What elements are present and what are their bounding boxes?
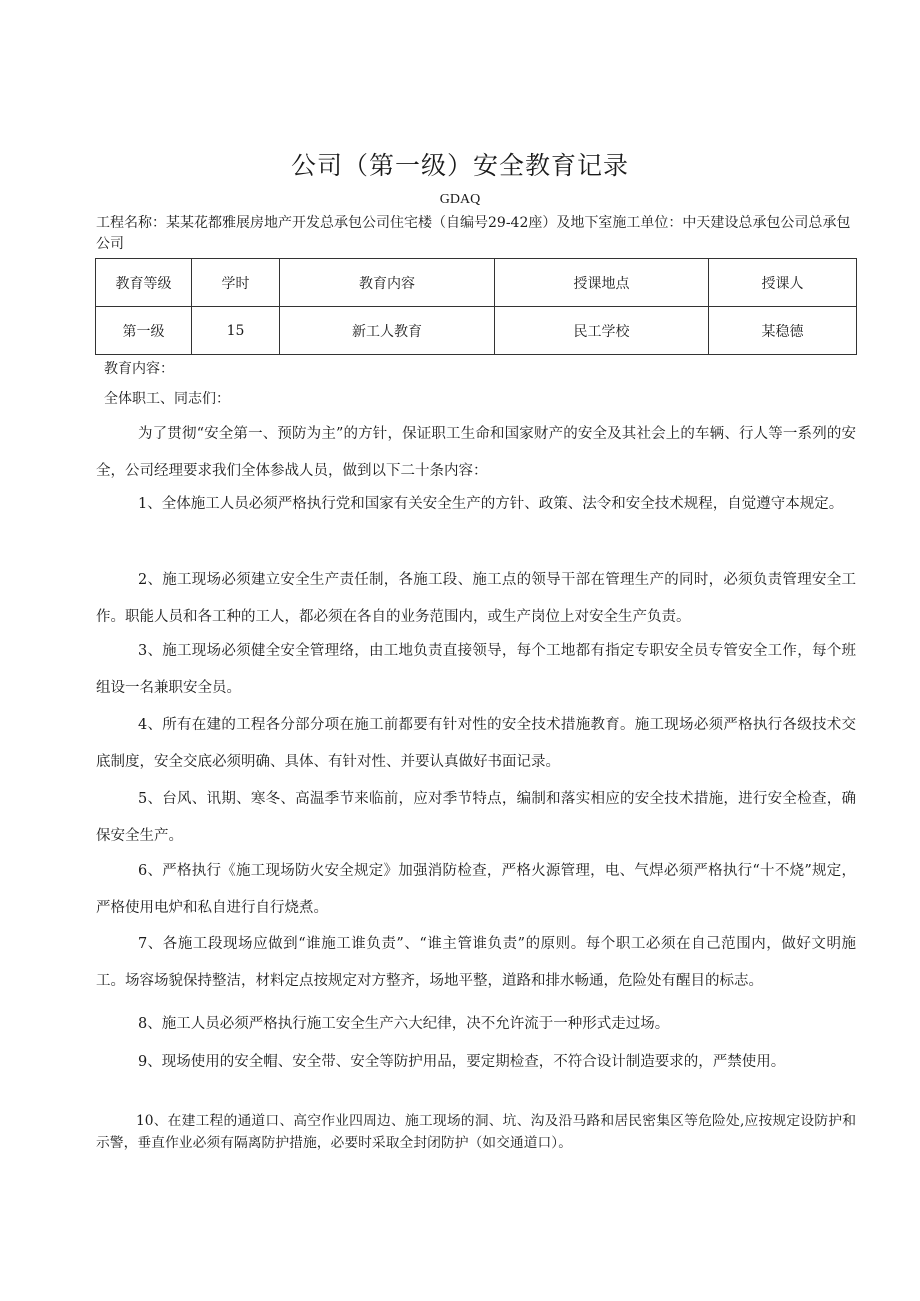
rule-item-2: 2、施工现场必须建立安全生产责任制，各施工段、施工点的领导干部在管理生产的同时，必须负责管理安全工作。职能人员和各工种的工人，都必须在各自的业务范围内，或生产岗位上对安全生产负责。 <box>96 572 856 625</box>
rule-item-3: 3、施工现场必须健全安全管理络，由工地负责直接领导，每个工地都有指定专职安全员专管安全工作，每个班组设一名兼职安全员。 <box>96 643 856 696</box>
project-info: 工程名称：某某花都雅展房地产开发总承包公司住宅楼（自编号29-42座）及地下室施工单位：中天建设总承包公司总承包公司 <box>96 215 851 252</box>
table-row <box>96 307 857 355</box>
rule-item-9: 9、现场使用的安全帽、安全带、安全等防护用品，要定期检查，不符合设计制造要求的，严禁使用。 <box>138 1054 786 1070</box>
content-label: 教育内容： <box>104 361 174 377</box>
header-content: 教育内容 <box>280 259 495 307</box>
intro-paragraph: 为了贯彻“安全第一、预防为主”的方针，保证职工生命和国家财产的安全及其社会上的车辆、行人等一系列的安全，公司经理要求我们全体参战人员，做到以下二十条内容： <box>96 426 856 479</box>
education-table <box>95 258 857 355</box>
greeting: 全体职工、同志们： <box>104 391 230 407</box>
header-teacher: 授课人 <box>709 259 857 307</box>
cell-hours: 15 <box>192 307 280 355</box>
rule-item-1: 1、全体施工人员必须严格执行党和国家有关安全生产的方针、政策、法令和安全技术规程，自觉遵守本规定。 <box>138 496 844 512</box>
rule-item-7: 7、各施工段现场应做到“谁施工谁负责”、“谁主管谁负责”的原则。每个职工必须在自己范围内，做好文明施工。场容场貌保持整洁，材料定点按规定对方整齐，场地平整，道路和排水畅通，危险处有醒目的标志。 <box>96 936 856 989</box>
rule-item-6: 6、严格执行《施工现场防火安全规定》加强消防检查，严格火源管理，电、气焊必须严格执行“十不烧”规定，严格使用电炉和私自进行自行烧煮。 <box>96 863 856 916</box>
rule-item-5: 5、台风、讯期、寒冬、高温季节来临前，应对季节特点，编制和落实相应的安全技术措施，进行安全检查，确保安全生产。 <box>96 791 856 844</box>
header-level: 教育等级 <box>96 259 192 307</box>
rule-item-4: 4、所有在建的工程各分部分项在施工前都要有针对性的安全技术措施教育。施工现场必须严格执行各级技术交底制度，安全交底必须明确、具体、有针对性、并要认真做好书面记录。 <box>96 717 856 770</box>
cell-content: 新工人教育 <box>280 307 495 355</box>
rule-item-10: 10、在建工程的通道口、高空作业四周边、施工现场的洞、坑、沟及沿马路和居民密集区等危险处,应按规定设防护和示警，垂直作业必须有隔离防护措施，必要时采取全封闭防护（如交通道口）。 <box>96 1113 856 1151</box>
rule-item-8: 8、施工人员必须严格执行施工安全生产六大纪律，决不允许流于一种形式走过场。 <box>138 1016 670 1032</box>
page-title: 公司（第一级）安全教育记录 <box>290 151 629 180</box>
cell-location: 民工学校 <box>495 307 709 355</box>
header-location: 授课地点 <box>495 259 709 307</box>
header-hours: 学时 <box>192 259 280 307</box>
cell-teacher: 某稳德 <box>709 307 857 355</box>
table-header-row <box>96 259 857 307</box>
document-code: GDAQ <box>439 192 481 207</box>
cell-level: 第一级 <box>96 307 192 355</box>
